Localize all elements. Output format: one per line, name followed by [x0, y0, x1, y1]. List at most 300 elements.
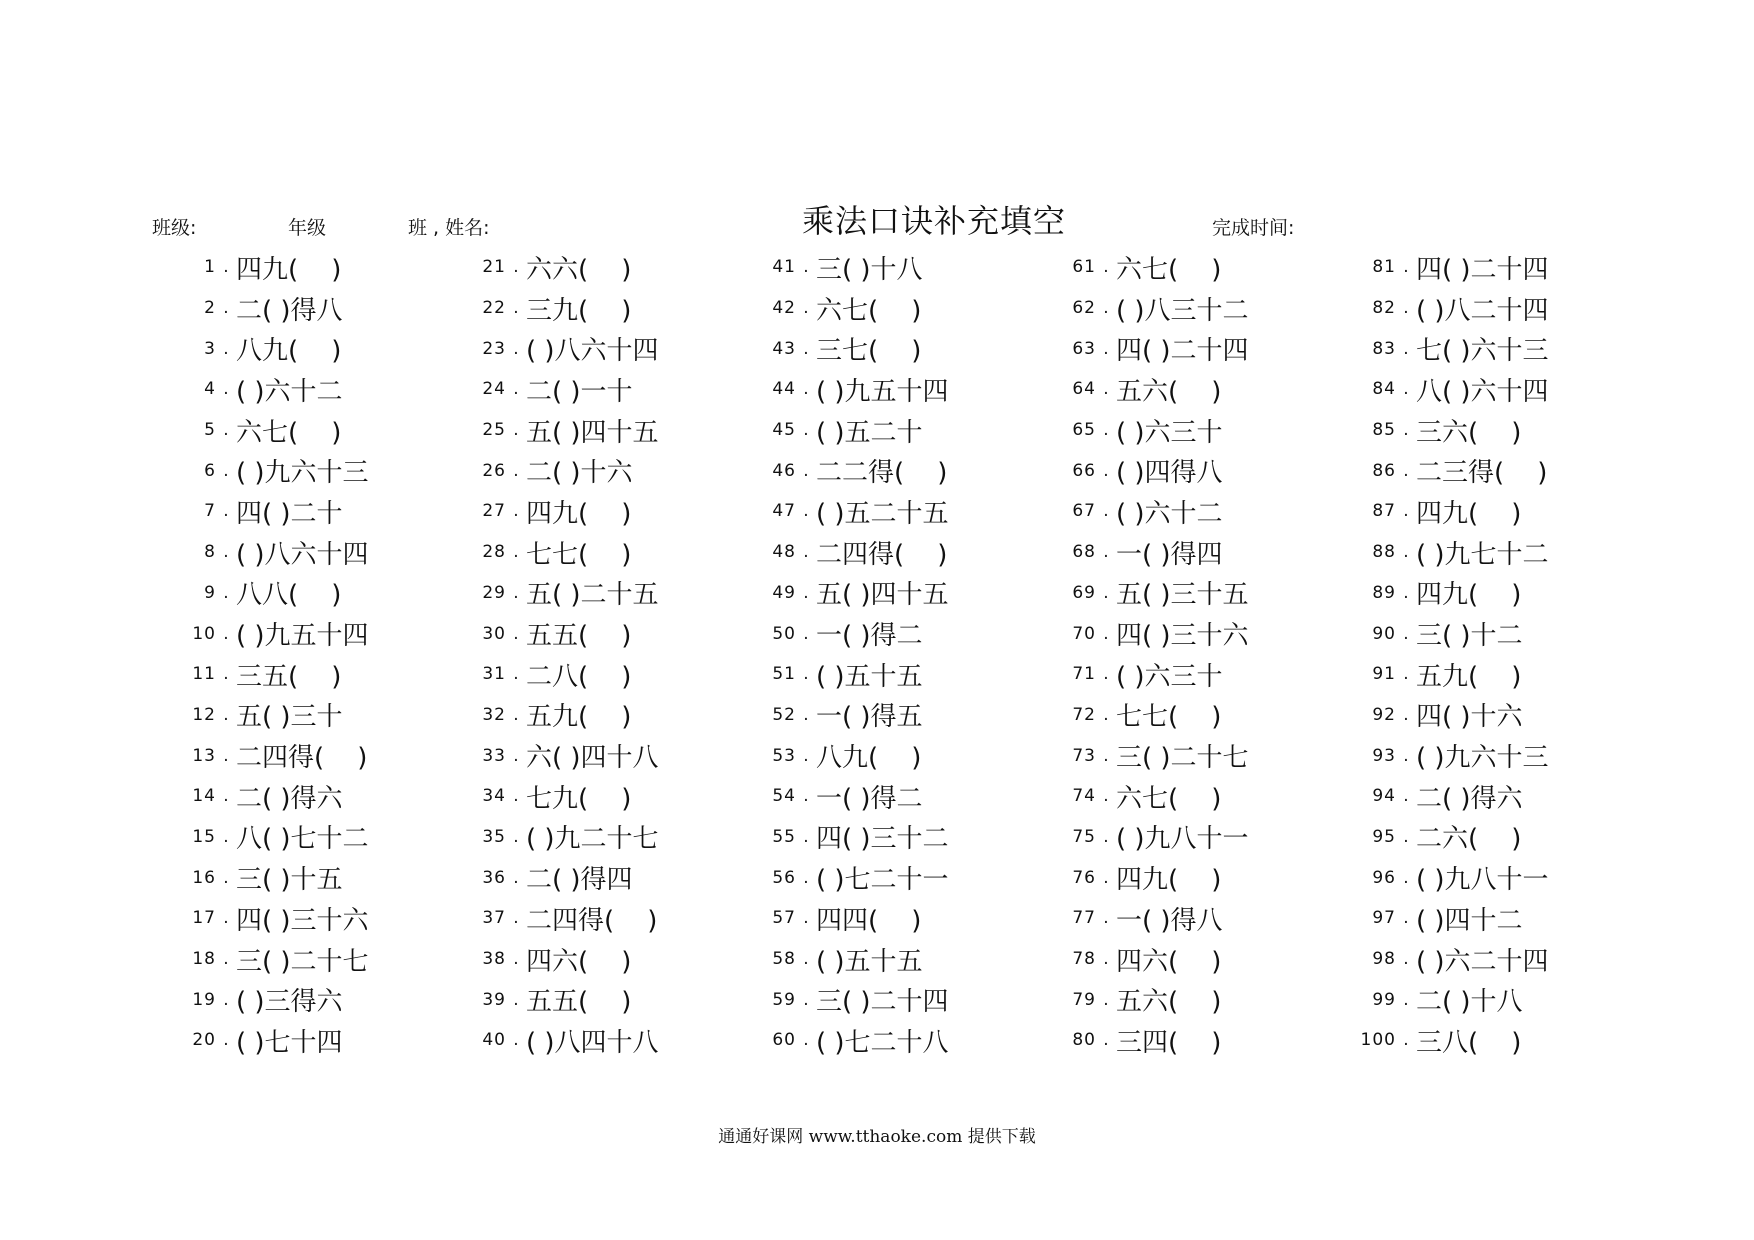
exercise-expression: 二( )一十 — [526, 376, 633, 407]
exercise-item — [730, 817, 1030, 858]
exercise-item — [150, 328, 450, 369]
exercise-expression: ( )四得八 — [1116, 458, 1223, 489]
exercise-item — [1030, 735, 1330, 776]
number-separator: . — [513, 745, 519, 766]
exercise-number: 62 — [1072, 298, 1096, 319]
exercise-item — [1330, 328, 1630, 369]
exercise-number: 46 — [772, 460, 796, 481]
exercise-item — [440, 979, 740, 1020]
number-separator: . — [803, 338, 809, 359]
exercise-number: 45 — [772, 420, 796, 441]
number-separator: . — [803, 826, 809, 847]
exercise-item — [1330, 247, 1630, 288]
exercise-item — [1030, 695, 1330, 736]
exercise-number: 59 — [772, 989, 796, 1010]
number-separator: . — [1403, 338, 1409, 359]
number-separator: . — [513, 379, 519, 400]
class-label: 班级: — [152, 217, 197, 239]
exercise-expression: ( )八三十二 — [1116, 295, 1249, 326]
exercise-item — [730, 979, 1030, 1020]
exercise-expression: 一( )得二 — [816, 621, 923, 652]
exercise-item — [150, 898, 450, 939]
exercise-expression: 四九( ) — [236, 254, 342, 285]
exercise-expression: ( )九八十一 — [1416, 865, 1549, 896]
number-separator: . — [1103, 664, 1109, 685]
exercise-number: 26 — [482, 460, 506, 481]
exercise-expression: ( )三得六 — [236, 987, 343, 1018]
number-separator: . — [803, 460, 809, 481]
exercise-item — [150, 247, 450, 288]
exercise-number: 60 — [772, 1030, 796, 1051]
exercise-number: 3 — [204, 338, 216, 359]
exercise-number: 11 — [192, 664, 216, 685]
exercise-expression: 三( )十二 — [1416, 621, 1523, 652]
exercise-number: 83 — [1372, 338, 1396, 359]
exercise-number: 4 — [204, 379, 216, 400]
exercise-number: 23 — [482, 338, 506, 359]
number-separator: . — [513, 786, 519, 807]
number-separator: . — [803, 704, 809, 725]
exercise-item — [1330, 735, 1630, 776]
exercise-expression: ( )八六十四 — [236, 539, 369, 570]
exercise-number: 32 — [482, 704, 506, 725]
exercise-item — [1330, 491, 1630, 532]
number-separator: . — [1403, 582, 1409, 603]
number-separator: . — [803, 542, 809, 563]
exercise-number: 41 — [772, 257, 796, 278]
exercise-expression: 五( )二十五 — [526, 580, 659, 611]
number-separator: . — [223, 460, 229, 481]
exercise-item — [730, 288, 1030, 329]
exercise-expression: 四( )二十 — [236, 498, 343, 529]
number-separator: . — [1403, 826, 1409, 847]
exercise-number: 55 — [772, 826, 796, 847]
exercise-number: 86 — [1372, 460, 1396, 481]
number-separator: . — [513, 826, 519, 847]
number-separator: . — [1403, 298, 1409, 319]
exercise-expression: 三七( ) — [816, 336, 922, 367]
number-separator: . — [1403, 379, 1409, 400]
exercise-item — [440, 532, 740, 573]
exercise-number: 10 — [192, 623, 216, 644]
number-separator: . — [803, 867, 809, 888]
exercise-number: 7 — [204, 501, 216, 522]
exercise-item — [1330, 288, 1630, 329]
exercise-item — [440, 939, 740, 980]
number-separator: . — [223, 867, 229, 888]
exercise-number: 30 — [482, 623, 506, 644]
exercise-expression: 一( )得二 — [816, 783, 923, 814]
number-separator: . — [1403, 989, 1409, 1010]
exercise-item — [150, 613, 450, 654]
exercise-item — [1330, 939, 1630, 980]
exercise-expression: ( )七二十一 — [816, 865, 949, 896]
exercise-item — [730, 328, 1030, 369]
exercise-number: 85 — [1372, 420, 1396, 441]
number-separator: . — [513, 257, 519, 278]
exercise-item — [440, 1020, 740, 1061]
exercise-expression: 七( )六十三 — [1416, 336, 1549, 367]
exercise-expression: 六( )四十八 — [526, 743, 659, 774]
exercise-number: 90 — [1372, 623, 1396, 644]
exercise-expression: 四九( ) — [1416, 580, 1522, 611]
number-separator: . — [803, 379, 809, 400]
exercise-number: 22 — [482, 298, 506, 319]
exercise-item — [730, 410, 1030, 451]
number-separator: . — [513, 949, 519, 970]
exercise-number: 76 — [1072, 867, 1096, 888]
exercise-number: 20 — [192, 1030, 216, 1051]
exercise-expression: 二( )十六 — [526, 458, 633, 489]
exercise-column-3 — [730, 247, 1030, 1061]
exercise-item — [440, 817, 740, 858]
exercise-expression: 三( )二十七 — [1116, 743, 1249, 774]
exercise-item — [1330, 532, 1630, 573]
number-separator: . — [1103, 582, 1109, 603]
exercise-item — [1030, 857, 1330, 898]
exercise-column-5 — [1330, 247, 1630, 1061]
exercise-expression: 二( )得八 — [236, 295, 343, 326]
exercise-number: 50 — [772, 623, 796, 644]
exercise-expression: ( )八六十四 — [526, 336, 659, 367]
number-separator: . — [513, 582, 519, 603]
exercise-number: 2 — [204, 298, 216, 319]
number-separator: . — [1403, 257, 1409, 278]
exercise-number: 12 — [192, 704, 216, 725]
exercise-number: 19 — [192, 989, 216, 1010]
exercise-expression: 六七( ) — [1116, 254, 1222, 285]
exercise-number: 15 — [192, 826, 216, 847]
exercise-item — [730, 857, 1030, 898]
number-separator: . — [1103, 257, 1109, 278]
exercise-item — [440, 328, 740, 369]
number-separator: . — [223, 298, 229, 319]
exercise-expression: ( )六三十 — [1116, 417, 1223, 448]
exercise-item — [1330, 573, 1630, 614]
exercise-number: 82 — [1372, 298, 1396, 319]
exercise-expression: ( )八二十四 — [1416, 295, 1549, 326]
exercise-number: 70 — [1072, 623, 1096, 644]
exercise-number: 9 — [204, 582, 216, 603]
exercise-expression: 三五( ) — [236, 661, 342, 692]
exercise-number: 88 — [1372, 542, 1396, 563]
exercise-grid — [150, 247, 1650, 1067]
exercise-number: 75 — [1072, 826, 1096, 847]
exercise-item — [1330, 654, 1630, 695]
number-separator: . — [513, 664, 519, 685]
number-separator: . — [1103, 460, 1109, 481]
exercise-number: 47 — [772, 501, 796, 522]
exercise-number: 81 — [1372, 257, 1396, 278]
exercise-number: 1 — [204, 257, 216, 278]
exercise-item — [150, 532, 450, 573]
number-separator: . — [223, 786, 229, 807]
exercise-number: 69 — [1072, 582, 1096, 603]
exercise-expression: 七七( ) — [1116, 702, 1222, 733]
exercise-expression: 四( )二十四 — [1116, 336, 1249, 367]
number-separator: . — [803, 257, 809, 278]
exercise-expression: ( )七二十八 — [816, 1027, 949, 1058]
number-separator: . — [803, 949, 809, 970]
number-separator: . — [513, 908, 519, 929]
exercise-item — [150, 654, 450, 695]
exercise-number: 53 — [772, 745, 796, 766]
exercise-number: 63 — [1072, 338, 1096, 359]
exercise-expression: ( )四十二 — [1416, 905, 1523, 936]
exercise-number: 73 — [1072, 745, 1096, 766]
exercise-item — [1030, 898, 1330, 939]
exercise-item — [1030, 776, 1330, 817]
exercise-expression: 二( )得六 — [236, 783, 343, 814]
exercise-column-4 — [1030, 247, 1330, 1061]
exercise-item — [730, 369, 1030, 410]
exercise-expression: 八九( ) — [236, 336, 342, 367]
number-separator: . — [1103, 542, 1109, 563]
number-separator: . — [513, 298, 519, 319]
exercise-item — [1030, 450, 1330, 491]
number-separator: . — [513, 542, 519, 563]
exercise-number: 27 — [482, 501, 506, 522]
exercise-expression: ( )九二十七 — [526, 824, 659, 855]
exercise-expression: 四( )十六 — [1416, 702, 1523, 733]
exercise-item — [440, 857, 740, 898]
exercise-expression: 八( )六十四 — [1416, 376, 1549, 407]
exercise-number: 77 — [1072, 908, 1096, 929]
exercise-item — [1030, 410, 1330, 451]
exercise-expression: 二( )得六 — [1416, 783, 1523, 814]
exercise-expression: 三( )二十七 — [236, 946, 369, 977]
exercise-item — [1030, 613, 1330, 654]
number-separator: . — [223, 826, 229, 847]
exercise-number: 18 — [192, 949, 216, 970]
exercise-item — [150, 369, 450, 410]
exercise-number: 71 — [1072, 664, 1096, 685]
exercise-number: 65 — [1072, 420, 1096, 441]
exercise-expression: 七七( ) — [526, 539, 632, 570]
exercise-number: 67 — [1072, 501, 1096, 522]
exercise-expression: 二四得( ) — [526, 905, 658, 936]
number-separator: . — [513, 704, 519, 725]
exercise-number: 84 — [1372, 379, 1396, 400]
exercise-number: 52 — [772, 704, 796, 725]
exercise-item — [440, 695, 740, 736]
number-separator: . — [513, 623, 519, 644]
number-separator: . — [1403, 704, 1409, 725]
exercise-item — [730, 1020, 1030, 1061]
exercise-item — [1330, 410, 1630, 451]
number-separator: . — [223, 949, 229, 970]
exercise-expression: ( )七十四 — [236, 1027, 343, 1058]
number-separator: . — [223, 420, 229, 441]
name-label: 班 , 姓名: — [408, 217, 490, 239]
number-separator: . — [1403, 1030, 1409, 1051]
number-separator: . — [513, 501, 519, 522]
exercise-item — [730, 695, 1030, 736]
exercise-item — [150, 1020, 450, 1061]
number-separator: . — [1103, 745, 1109, 766]
exercise-number: 49 — [772, 582, 796, 603]
exercise-item — [1330, 450, 1630, 491]
exercise-item — [440, 450, 740, 491]
exercise-expression: ( )九八十一 — [1116, 824, 1249, 855]
exercise-number: 99 — [1372, 989, 1396, 1010]
exercise-expression: 四( )二十四 — [1416, 254, 1549, 285]
exercise-expression: ( )六十二 — [1116, 498, 1223, 529]
exercise-number: 72 — [1072, 704, 1096, 725]
number-separator: . — [803, 420, 809, 441]
exercise-item — [730, 247, 1030, 288]
completion-time-label: 完成时间: — [1212, 217, 1295, 239]
number-separator: . — [223, 257, 229, 278]
exercise-expression: ( )九六十三 — [1416, 743, 1549, 774]
exercise-number: 37 — [482, 908, 506, 929]
exercise-item — [730, 613, 1030, 654]
number-separator: . — [223, 745, 229, 766]
exercise-number: 21 — [482, 257, 506, 278]
exercise-item — [440, 573, 740, 614]
exercise-number: 68 — [1072, 542, 1096, 563]
exercise-expression: ( )九六十三 — [236, 458, 369, 489]
number-separator: . — [803, 989, 809, 1010]
number-separator: . — [1403, 420, 1409, 441]
exercise-number: 58 — [772, 949, 796, 970]
exercise-item — [150, 735, 450, 776]
number-separator: . — [513, 867, 519, 888]
exercise-item — [440, 613, 740, 654]
number-separator: . — [1103, 623, 1109, 644]
exercise-number: 78 — [1072, 949, 1096, 970]
number-separator: . — [223, 582, 229, 603]
exercise-expression: 五五( ) — [526, 621, 632, 652]
exercise-item — [150, 450, 450, 491]
number-separator: . — [1103, 989, 1109, 1010]
exercise-number: 31 — [482, 664, 506, 685]
number-separator: . — [803, 908, 809, 929]
exercise-expression: 五五( ) — [526, 987, 632, 1018]
exercise-item — [150, 695, 450, 736]
exercise-expression: ( )六二十四 — [1416, 946, 1549, 977]
exercise-expression: 三( )二十四 — [816, 987, 949, 1018]
exercise-number: 43 — [772, 338, 796, 359]
exercise-number: 74 — [1072, 786, 1096, 807]
exercise-item — [150, 288, 450, 329]
exercise-expression: ( )六三十 — [1116, 661, 1223, 692]
exercise-item — [150, 491, 450, 532]
number-separator: . — [1103, 501, 1109, 522]
exercise-expression: 八八( ) — [236, 580, 342, 611]
exercise-number: 28 — [482, 542, 506, 563]
exercise-expression: 六七( ) — [816, 295, 922, 326]
exercise-expression: ( )九七十二 — [1416, 539, 1549, 570]
number-separator: . — [1103, 338, 1109, 359]
exercise-expression: 五( )三十 — [236, 702, 343, 733]
exercise-number: 57 — [772, 908, 796, 929]
exercise-expression: 三八( ) — [1416, 1027, 1522, 1058]
exercise-number: 100 — [1360, 1030, 1396, 1051]
number-separator: . — [1103, 298, 1109, 319]
exercise-number: 56 — [772, 867, 796, 888]
exercise-expression: ( )八四十八 — [526, 1027, 659, 1058]
exercise-number: 64 — [1072, 379, 1096, 400]
exercise-expression: 四九( ) — [526, 498, 632, 529]
exercise-item — [150, 979, 450, 1020]
page-title: 乘法口诀补充填空 — [802, 202, 1067, 240]
exercise-expression: 一( )得八 — [1116, 905, 1223, 936]
exercise-number: 95 — [1372, 826, 1396, 847]
exercise-expression: 三六( ) — [1416, 417, 1522, 448]
exercise-number: 13 — [192, 745, 216, 766]
exercise-expression: 四九( ) — [1416, 498, 1522, 529]
exercise-item — [150, 857, 450, 898]
exercise-item — [1030, 939, 1330, 980]
exercise-number: 25 — [482, 420, 506, 441]
exercise-expression: 一( )得五 — [816, 702, 923, 733]
exercise-number: 42 — [772, 298, 796, 319]
exercise-expression: 五九( ) — [1416, 661, 1522, 692]
exercise-number: 16 — [192, 867, 216, 888]
exercise-item — [1030, 288, 1330, 329]
exercise-item — [1030, 1020, 1330, 1061]
exercise-number: 97 — [1372, 908, 1396, 929]
exercise-number: 93 — [1372, 745, 1396, 766]
number-separator: . — [223, 379, 229, 400]
exercise-item — [1030, 491, 1330, 532]
exercise-expression: 四( )三十六 — [1116, 621, 1249, 652]
number-separator: . — [1103, 420, 1109, 441]
exercise-number: 8 — [204, 542, 216, 563]
exercise-number: 79 — [1072, 989, 1096, 1010]
number-separator: . — [223, 501, 229, 522]
exercise-item — [440, 369, 740, 410]
exercise-expression: 二八( ) — [526, 661, 632, 692]
exercise-item — [1330, 776, 1630, 817]
exercise-item — [1030, 247, 1330, 288]
exercise-expression: 五六( ) — [1116, 376, 1222, 407]
exercise-item — [150, 776, 450, 817]
exercise-item — [730, 939, 1030, 980]
exercise-item — [440, 410, 740, 451]
exercise-item — [1030, 573, 1330, 614]
exercise-expression: 七九( ) — [526, 783, 632, 814]
number-separator: . — [1103, 1030, 1109, 1051]
exercise-number: 61 — [1072, 257, 1096, 278]
number-separator: . — [803, 786, 809, 807]
exercise-expression: 二四得( ) — [236, 743, 368, 774]
exercise-expression: ( )五二十五 — [816, 498, 949, 529]
exercise-item — [150, 817, 450, 858]
number-separator: . — [223, 704, 229, 725]
exercise-item — [150, 939, 450, 980]
exercise-number: 24 — [482, 379, 506, 400]
exercise-number: 94 — [1372, 786, 1396, 807]
number-separator: . — [223, 989, 229, 1010]
number-separator: . — [1403, 786, 1409, 807]
exercise-number: 40 — [482, 1030, 506, 1051]
exercise-expression: ( )五十五 — [816, 661, 923, 692]
number-separator: . — [1403, 542, 1409, 563]
number-separator: . — [1103, 908, 1109, 929]
exercise-item — [1330, 369, 1630, 410]
number-separator: . — [223, 338, 229, 359]
exercise-expression: 五( )四十五 — [526, 417, 659, 448]
exercise-expression: 四( )三十六 — [236, 905, 369, 936]
exercise-number: 98 — [1372, 949, 1396, 970]
exercise-item — [440, 735, 740, 776]
number-separator: . — [513, 1030, 519, 1051]
number-separator: . — [803, 501, 809, 522]
exercise-expression: 四九( ) — [1116, 865, 1222, 896]
exercise-expression: 四四( ) — [816, 905, 922, 936]
